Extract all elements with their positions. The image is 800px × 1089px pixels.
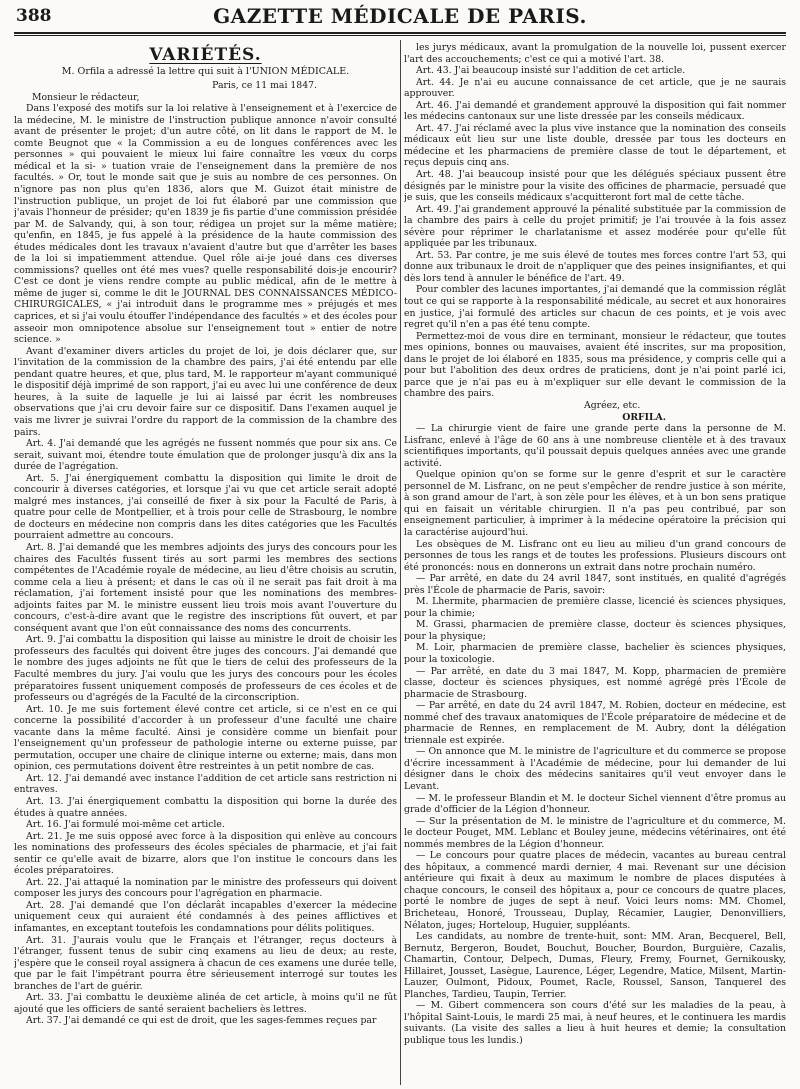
journal-title: GAZETTE MÉDICALE DE PARIS. bbox=[213, 4, 587, 28]
letter-signature: ORFILA. bbox=[622, 411, 666, 423]
article-paragraph: Permettez-moi de vous dire en terminant, monsieur le rédacteur, que toutes mes opinions, bonnes ou mauvaises, avaient été inscrites, sur ma proposition, dans le projet de loi élaboré en 1835, sous ma présidence, y compris celle qui a pour but l'abolition des deux ordres de praticiens, dont je n'ai point parlé ici, parce que je n'ai pas eu à m'expliquer sur elle devant le commission de la chambre des pairs. bbox=[404, 330, 786, 400]
article-paragraph: Art. 31. J'aurais voulu que le Français et l'étranger, reçus docteurs à l'étranger, fussent tenus de subir cinq examens au lieu de deux; au reste, j'espère que le conseil royal assignera à chacun de ces examens une durée telle, que par le fait l'impétrant pourra être sérieusement interrogé sur toutes les branches de l'art de guérir. bbox=[14, 934, 397, 992]
page-number: 388 bbox=[16, 6, 52, 26]
news-paragraph: — On annonce que M. le ministre de l'agriculture et du commerce se propose d'écrire incessamment à l'Académie de médecine, pour lui demander de lui désigner dans le choix des médecins sanitaires qu'il veut envoyer dans le Levant. bbox=[404, 746, 786, 792]
news-paragraph: — Par arrêté, en date du 24 avril 1847, M. Robien, docteur en médecine, est nommé chef des travaux anatomiques de l'École préparatoire de médecine et de pharmacie de Rennes, en remplacement de M. Aubry, dont la délégation triennale est expirée. bbox=[404, 700, 786, 746]
header-rule-thin bbox=[14, 35, 786, 36]
section-title: VARIÉTÉS. bbox=[149, 45, 262, 65]
article-paragraph: Art. 10. Je me suis fortement élevé contre cet article, si ce n'est en ce qui concerne la possibilité d'accorder à un professeur d'une faculté une chaire vacante dans la même faculté. Ainsi je considère comme un bienfait pour l'enseignement qu'un professeur de pathologie interne ou externe puisse, par permutation, occuper une chaire de clinique interne ou externe; mais, dans mon opinion, ces permutations doivent être restreintes à un petit nombre de cas. bbox=[14, 703, 397, 773]
letter-body-left bbox=[14, 103, 397, 1027]
header-rule bbox=[14, 32, 786, 34]
letter-body-right bbox=[404, 42, 786, 400]
page-header bbox=[0, 0, 800, 30]
news-paragraph: M. Lhermite, pharmacien de première classe, licencié ès sciences physiques, pour la chimie; bbox=[404, 596, 786, 619]
news-paragraph: — M. le professeur Blandin et M. le docteur Sichel viennent d'être promus au grade d'officier de la Légion d'honneur. bbox=[404, 792, 786, 816]
letter-signoff: Agréez, etc. bbox=[584, 399, 641, 411]
article-paragraph: Art. 8. J'ai demandé que les membres adjoints des jurys des concours pour les chaires des Facultés fussent tirés au sort parmi les membres des sections compétentes de l'Académie royale de médecine, au lieu d'être choisis au scrutin, comme cela a lieu à présent; et dans le cas où il ne serait pas fait droit à ma réclamation, j'ai fortement insisté pour que les nominations des membres-adjoints faites par M. le ministre eussent lieu trois mois avant l'ouverture du concours, c'est-à-dire avant que le registre des inscriptions fût ouvert, et par conséquent avant que l'on eût connaissance des noms des concurrents. bbox=[14, 541, 397, 634]
letter-salutation: Monsieur le rédacteur, bbox=[32, 91, 140, 103]
news-paragraph: Les candidats, au nombre de trente-huit, sont: MM. Aran, Becquerel, Bell, Bernutz, Bergeron, Boudet, Bouchut, Boucher, Bourdon, Burguière, Cazalis, Chamartin, Contour, Delpech, Dumas, Fleury, Fremy, Fournet, Gernikousky, Hillairet, Jousset, Lasègue, Laurence, Léger, Legendre, Matice, Milsent, Martin-Lauzer, Oulmont, Pidoux, Poumet, Racle, Roussel, Sanson, Tanquerel des Planches, Tardieu, Taupin, Terrier. bbox=[404, 931, 786, 1000]
article-paragraph: Avant d'examiner divers articles du projet de loi, je dois déclarer que, sur l'invitation de la commission de la chambre des pairs, j'ai été entendu par elle pendant quatre heures, et que, plus tard, M. le rapporteur m'ayant communiqué le dispositif déjà imprimé de son rapport, j'ai eu avec lui une conférence de deux heures, à la suite de laquelle je lui ai laissé par écrit les nombreuses observations que j'ai cru devoir faire sur ce dispositif. Dans l'examen auquel je vais me livrer je suivrai l'ordre du rapport de la commission de la chambre des pairs. bbox=[14, 345, 397, 438]
left-column bbox=[14, 42, 397, 1082]
column-divider bbox=[400, 40, 401, 1085]
article-paragraph: Art. 4. J'ai demandé que les agrégés ne fussent nommés que pour six ans. Ce serait, suivant moi, étendre toute émulation que de prolonger jusqu'à dix ans la durée de l'agrégation. bbox=[14, 438, 397, 473]
article-paragraph: Art. 33. J'ai combattu le deuxième alinéa de cet article, à moins qu'il ne fût ajouté que les officiers de santé seraient bacheliers ès lettres. bbox=[14, 992, 397, 1015]
news-paragraph: — Sur la présentation de M. le ministre de l'agriculture et du commerce, M. le docteur Pouget, MM. Leblanc et Bouley jeune, médecins vétérinaires, ont été nommés membres de la Légion d'honneur. bbox=[404, 815, 786, 850]
article-paragraph: Art. 44. Je n'ai eu aucune connaissance de cet article, que je ne saurais approuver. bbox=[404, 76, 786, 100]
article-paragraph: Art. 12. J'ai demandé avec instance l'addition de cet article sans restriction ni entraves. bbox=[14, 772, 397, 796]
article-paragraph: Pour combler des lacunes importantes, j'ai demandé que la commission réglât tout ce qui se rapporte à la responsabilité médicale, au secret et aux honoraires en justice, j'ai formulé des articles sur chacun de ces points, et je vois avec regret qu'il n'en a pas été tenu compte. bbox=[404, 284, 786, 331]
news-paragraph: M. Loir, pharmacien de première classe, bachelier ès sciences physiques, pour la toxicologie. bbox=[404, 642, 786, 665]
article-paragraph: Art. 21. Je me suis opposé avec force à la disposition qui enlève au concours les nominations des professeurs des écoles spéciales de pharmacie, et j'ai fait sentir ce qu'elle avait de bizarre, alors que l'on institue le concours dans les écoles préparatoires. bbox=[14, 830, 397, 877]
news-items bbox=[404, 423, 786, 1047]
news-paragraph: — La chirurgie vient de faire une grande perte dans la personne de M. Lisfranc, enlevé à l'âge de 60 ans à une nombreuse clientèle et à des travaux scientifiques importants, qu'il poussait depuis quelques années avec une grande activité. bbox=[404, 423, 786, 469]
article-paragraph: Art. 49. J'ai grandement approuvé la pénalité substituée par la commission de la chambre des pairs à celle du projet primitif; je l'ai trouvée à la fois assez sévère pour réprimer le charlatanisme et assez modérée pour qu'elle fût appliquée par les tribunaux. bbox=[404, 203, 786, 250]
article-paragraph: Art. 37. J'ai demandé ce qui est de droit, que les sages-femmes reçues par bbox=[26, 1015, 377, 1027]
news-paragraph: — Par arrêté, en date du 24 avril 1847, sont institués, en qualité d'agrégés près l'École de pharmacie de Paris, savoir: bbox=[404, 573, 786, 596]
article-paragraph: Art. 28. J'ai demandé que l'on déclarât incapables d'exercer la médecine uniquement ceux qui auraient été condamnés à des peines afflictives et infamantes, en exceptant toutefois les condamnations pour délits politiques. bbox=[14, 899, 397, 935]
news-paragraph: M. Grassi, pharmacien de première classe, docteur ès sciences physiques, pour la physique; bbox=[404, 619, 786, 642]
article-paragraph: Art. 22. J'ai attaqué la nomination par le ministre des professeurs qui doivent composer les jurys des concours pour l'agrégation en pharmacie. bbox=[14, 876, 397, 900]
news-paragraph: — Par arrêté, en date du 3 mai 1847, M. Kopp, pharmacien de première classe, docteur ès sciences physiques, est nommé agrégé près l'École de pharmacie de Strasbourg. bbox=[404, 665, 786, 700]
article-paragraph: Dans l'exposé des motifs sur la loi relative à l'enseignement et à l'exercice de la médecine, M. le ministre de l'instruction publique annonce n'avoir consulté avant de présenter le projet; d'un autre côté, on lit dans le rapport de M. le comte Beugnot que « la Commission a eu de longues conférences avec les personnes » qui pouvaient le mieux lui faire connaître les vœux du corps médical et la si- » tuation vraie de l'enseignement dans la première de nos facultés. » Or, tout le monde sait que je suis au nombre de ces personnes. On n'ignore pas non plus qu'en 1836, alors que M. Guizot était ministre de l'instruction publique, un projet de loi fut élaboré par une commission que j'avais l'honneur de présider; qu'en 1839 je fis partie d'une commission présidée par M. de Salvandy, qui, à son tour, rédigea un projet sur la même matière; qu'enfin, en 1845, je fus appelé à la présidence de la haute commission des études médicales dont les travaux n'avaient d'autre but que d'arrêter les bases de la loi si impatiemment attendue. Quel rôle ai-je joué dans ces diverses commissions? quelles ont été mes vues? quelle responsabilité dois-je encourir? C'est ce dont je viens rendre compte au public médical, afin de le mettre à même de juger si, comme le dit le JOURNAL DES CONNAISSANCES MÉDICO-CHIRURGICALES, « j'ai introduit dans le programme mes » préjugés et mes caprices, et si j'ai voulu étouffer l'indépendance des facultés » et des écoles pour asseoir mon omnipotence absolue sur l'enseignement tout » entier de notre science. » bbox=[14, 103, 397, 346]
article-paragraph: Art. 48. J'ai beaucoup insisté pour que les délégués spéciaux pussent être désignés par le ministre pour la visite des officines de pharmacie, persuadé que je suis, que les conseils médicaux s'acquitteront fort mal de cette tâche. bbox=[404, 169, 786, 204]
news-paragraph: — Le concours pour quatre places de médecin, vacantes au bureau central des hôpitaux, a commencé mardi dernier, 4 mai. Revenant sur une décision antérieure qui fixait à deux au maximum le nombre de places disputées à chaque concours, le conseil des hôpitaux a, pour ce concours de quatre places, porté le nombre de juges de sept à neuf. Voici leurs noms: MM. Chomel, Bricheteau, Honoré, Trousseau, Duplay, Récamier, Laugier, Denonvilliers, Nélaton, juges; Horteloup, Huguier, suppléants. bbox=[404, 850, 786, 931]
article-paragraph: Art. 9. J'ai combattu la disposition qui laisse au ministre le droit de choisir les professeurs des facultés qui doivent être juges des concours. J'ai demandé que le nombre des juges adjoints ne fût que le tiers de celui des professeurs de la Faculté membres du jury. J'ai voulu que les jurys des concours pour les écoles préparatoires fussent uniquement composés de professeurs de ces écoles et de professeurs ou d'agrégés de la Faculté de la circonscription. bbox=[14, 634, 397, 704]
article-paragraph: Art. 13. J'ai énergiquement combattu la disposition qui borne la durée des études à quatre années. bbox=[14, 796, 397, 819]
article-paragraph: Art. 5. J'ai énergiquement combattu la disposition qui limite le droit de concourir à diverses catégories, et lorsque j'ai vu que cet article serait adopté malgré mes instances, j'ai conseillé de fixer à six pour la Faculté de Paris, à quatre pour celle de Montpellier, et à trois pour celle de Strasbourg, le nombre de docteurs en médecine non compris dans les dites catégories que les Facultés pourraient admettre au concours. bbox=[14, 472, 397, 542]
right-column bbox=[404, 42, 786, 1082]
news-paragraph: Quelque opinion qu'on se forme sur le genre d'esprit et sur le caractère personnel de M. Lisfranc, on ne peut s'empêcher de rendre justice à son mérite, à son grand amour de l'art, à son zèle pour les élèves, et à un bon sens pratique qui en faisait un véritable chirurgien. Il n'a pas peu contribué, par son enseignement particulier, à imprimer à la médecine opératoire la précision qui la caractérise aujourd'hui. bbox=[404, 469, 786, 538]
news-paragraph: Les obsèques de M. Lisfranc ont eu lieu au milieu d'un grand concours de personnes de tous les rangs et de toutes les professions. Plusieurs discours ont été prononcés: nous en donnerons un extrait dans notre prochain numéro. bbox=[404, 538, 786, 573]
news-paragraph: — M. Gibert commencera son cours d'été sur les maladies de la peau, à l'hôpital Saint-Louis, le mardi 25 mai, à neuf heures, et le continuera les mardis suivants. (La visite des salles a lieu à huit heures et demie; la consultation publique tous les lundis.) bbox=[404, 1000, 786, 1047]
article-paragraph: Art. 16. J'ai formulé moi-même cet article. bbox=[26, 819, 225, 831]
article-paragraph: Art. 43. J'ai beaucoup insisté sur l'addition de cet article. bbox=[416, 65, 686, 77]
letter-dateline: Paris, ce 11 mai 1847. bbox=[212, 80, 317, 92]
article-paragraph: Art. 53. Par contre, je me suis élevé de toutes mes forces contre l'art 53, qui donne aux tribunaux le droit de n'appliquer que des peines insignifiantes, et qui dès lors tend à annuler le bénéfice de l'art. 49. bbox=[404, 249, 786, 284]
article-paragraph: Art. 47. J'ai réclamé avec la plus vive instance que la nomination des conseils médicaux eût lieu sur une liste double, dressée par tous les docteurs en médecine et les pharmaciens de première classe de tout le département, et reçus depuis cinq ans. bbox=[404, 122, 786, 169]
section-intro: M. Orfila a adressé la lettre qui suit à l'UNION MÉDICALE. bbox=[61, 65, 350, 77]
article-paragraph: Art. 46. J'ai demandé et grandement approuvé la disposition qui fait nommer les médecins cantonaux sur une liste dressée par les conseils médicaux. bbox=[404, 99, 786, 123]
article-paragraph: les jurys médicaux, avant la promulgation de la nouvelle loi, pussent exercer l'art des accouchements; c'est ce qui a motivé l'art. 38. bbox=[404, 42, 786, 65]
